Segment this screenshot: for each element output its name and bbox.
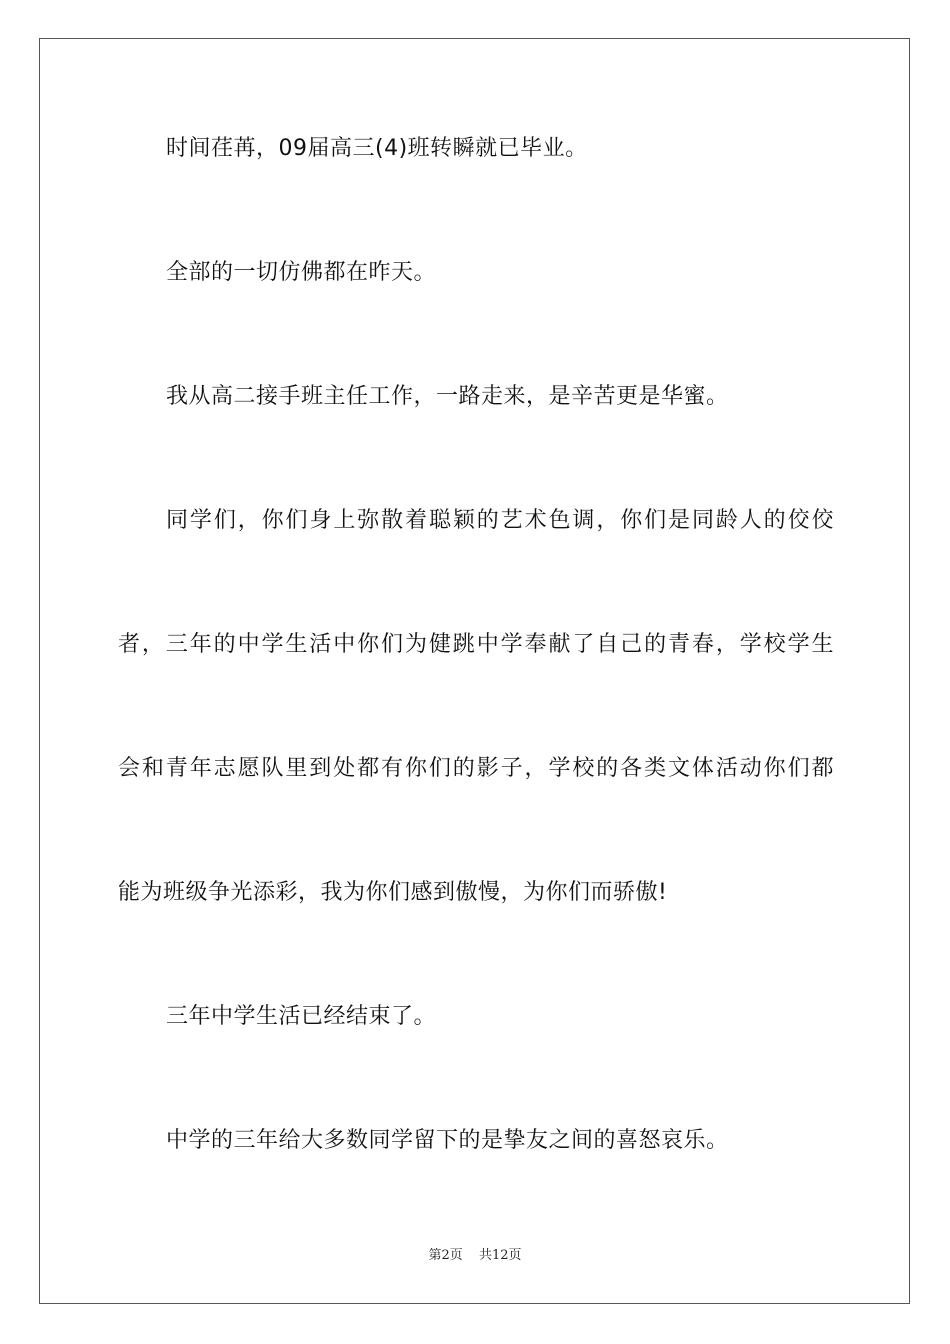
paragraph-6: 中学的三年给大多数同学留下的是挚友之间的喜怒哀乐。 [166, 1128, 729, 1153]
paragraph-4-line-2: 者，三年的中学生活中你们为健跳中学奉献了自己的青春，学校学生 [118, 632, 834, 657]
paragraph-1: 时间荏苒，09届高三(4)班转瞬就已毕业。 [166, 136, 588, 161]
paragraph-5: 三年中学生活已经结束了。 [166, 1004, 437, 1029]
page-total: 共12页 [478, 1248, 522, 1263]
paragraph-2: 全部的一切仿佛都在昨天。 [166, 260, 437, 285]
page-frame [39, 38, 910, 1304]
page-footer [0, 1247, 950, 1265]
page-number: 第2页 [428, 1248, 463, 1263]
paragraph-4-line-3: 会和青年志愿队里到处都有你们的影子，学校的各类文体活动你们都 [118, 756, 834, 781]
paragraph-4-line-1: 同学们，你们身上弥散着聪颖的艺术色调，你们是同龄人的佼佼 [166, 508, 834, 533]
paragraph-3: 我从高二接手班主任工作，一路走来，是辛苦更是华蜜。 [166, 384, 729, 409]
paragraph-4-line-4: 能为班级争光添彩，我为你们感到傲慢，为你们而骄傲! [118, 880, 668, 905]
